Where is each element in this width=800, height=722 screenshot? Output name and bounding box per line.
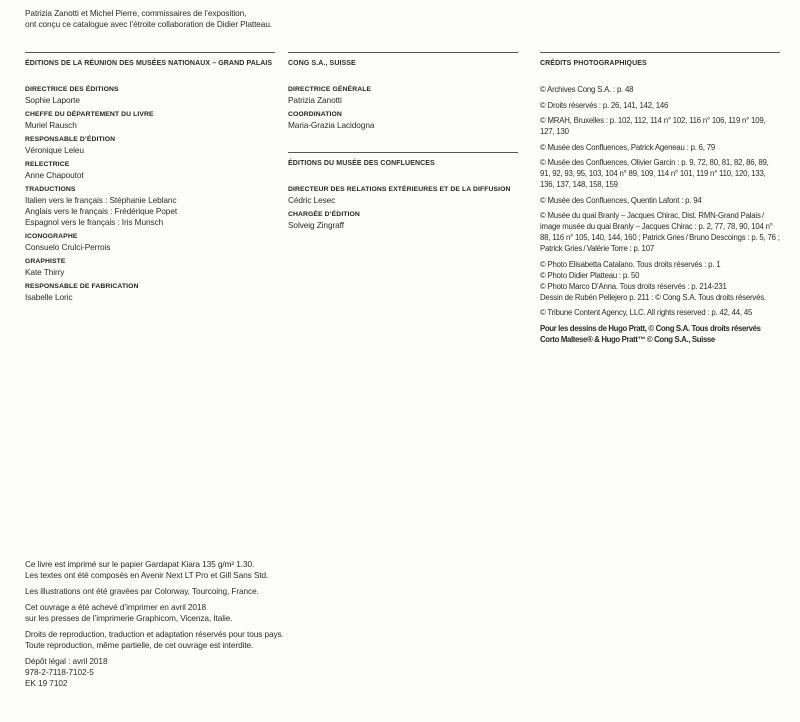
credit-line: © Photo Elisabetta Catalano. Tous droits réservés : p. 1 xyxy=(540,259,721,269)
staff-entry xyxy=(288,209,518,231)
credit-entry: © Musée des Confluences, Quentin Lafont : p. 94 xyxy=(540,195,702,205)
staff-name: Italien vers le français : Stéphanie Leblanc xyxy=(25,195,177,205)
exhibition-intro xyxy=(25,8,272,30)
credit-entry: © Musée du quai Branly – Jacques Chirac, Dist. RMN-Grand Palais / image musée du quai Branly – Jacques Chirac : p. 2, 77, 78, 90, 104 n° 88, 116 n° 105, 140, 144, 160 ; Patrick Gries / Bruno Descoings : p. 5, 76 ; Patrick Gries / Valérie Torre : p. 107 xyxy=(540,211,780,253)
colophon-paragraph-depot-legal xyxy=(25,656,284,689)
section-photo-credits xyxy=(540,52,780,349)
credit-entry: © Musée des Confluences, Patrick Ageneau : p. 6, 79 xyxy=(540,142,715,152)
colophon-line: Droits de reproduction, traduction et adaptation réservés pour tous pays. xyxy=(25,629,284,639)
section-header: ÉDITIONS DU MUSÉE DES CONFLUENCES xyxy=(288,152,518,169)
colophon-line: Toute reproduction, même partielle, de cet ouvrage est interdite. xyxy=(25,640,254,650)
credit-line: © Photo Marco D’Anna. Tous droits réservés : p. 214-231 xyxy=(540,281,727,291)
staff-entry xyxy=(25,184,275,228)
colophon-line: Les textes ont été composés en Avenir Next LT Pro et Gill Sans Std. xyxy=(25,570,269,580)
intro-line: ont conçu ce catalogue avec l’étroite collaboration de Didier Platteau. xyxy=(25,19,273,29)
staff-entry xyxy=(25,159,275,181)
staff-role: CHARGÉE D’ÉDITION xyxy=(288,211,360,218)
colophon-line: sur les presses de l’imprimerie Graphicom, Vicenza, Italie. xyxy=(25,613,233,623)
staff-name: Muriel Rausch xyxy=(25,120,77,130)
staff-role: COORDINATION xyxy=(288,111,342,118)
colophon-paragraph xyxy=(25,629,284,651)
colophon-paragraph xyxy=(25,559,284,581)
section-header: ÉDITIONS DE LA RÉUNION DES MUSÉES NATIONAUX – GRAND PALAIS xyxy=(25,52,275,69)
credit-line: Corto Maltese® & Hugo Pratt™ © Cong S.A., Suisse xyxy=(540,334,715,344)
staff-entry xyxy=(25,256,275,278)
credit-entry: © Droits réservés : p. 26, 141, 142, 146 xyxy=(540,100,669,110)
section-header: CONG S.A., SUISSE xyxy=(288,52,518,69)
staff-role: DIRECTRICE DES ÉDITIONS xyxy=(25,86,119,93)
intro-line: Patrizia Zanotti et Michel Pierre, commissaires de l’exposition, xyxy=(25,8,247,18)
staff-entry xyxy=(288,84,518,106)
staff-role: ICONOGRAPHE xyxy=(25,233,78,240)
staff-role: CHEFFE DU DÉPARTEMENT DU LIVRE xyxy=(25,111,154,118)
staff-name: Isabelle Loric xyxy=(25,292,73,302)
colophon-line: Dépôt légal : avril 2018 xyxy=(25,656,108,666)
colophon-line: Cet ouvrage a été achevé d’imprimer en avril 2018 xyxy=(25,602,206,612)
credit-entry: © Tribune Content Agency, LLC. All rights reserved : p. 42, 44, 45 xyxy=(540,308,753,317)
staff-entry xyxy=(288,109,518,131)
staff-role: DIRECTRICE GÉNÉRALE xyxy=(288,86,372,93)
staff-role: DIRECTEUR DES RELATIONS EXTÉRIEURES ET DE LA DIFFUSION xyxy=(288,186,511,193)
credit-entry: © Musée des Confluences, Olivier Garcin : p. 9, 72, 80, 81, 82, 86, 89, 91, 92, 93, 95, 103, 104 n° 89, 109, 114 n° 101, 119 n° 110, 120, 133, 136, 137, 148, 158, 159 xyxy=(540,158,769,189)
staff-name: Solveig Zingraff xyxy=(288,220,344,230)
staff-name: Anne Chapoutot xyxy=(25,170,84,180)
printing-colophon xyxy=(25,559,284,694)
staff-name: Maria-Grazia Lacidogna xyxy=(288,120,375,130)
staff-entry xyxy=(25,134,275,156)
colophon-line: Les illustrations ont été gravées par Colorway, Tourcoing, France. xyxy=(25,586,259,596)
staff-role: RELECTRICE xyxy=(25,161,70,168)
staff-entry xyxy=(25,84,275,106)
section-cong xyxy=(288,52,518,134)
staff-name: Sophie Laporte xyxy=(25,95,80,105)
credit-entry-hugo-pratt xyxy=(540,323,780,345)
credit-entry: © MRAH, Bruxelles : p. 102, 112, 114 n° 102, 116 n° 106, 119 n° 109, 127, 130 xyxy=(540,116,766,136)
credit-line: Dessin de Rubén Pellejero p. 211 : © Cong S.A. Tous droits réservés. xyxy=(540,292,766,302)
credit-entry xyxy=(540,259,780,303)
staff-name: Cédric Lesec xyxy=(288,195,336,205)
staff-name: Kate Thirry xyxy=(25,267,65,277)
staff-role: RESPONSABLE D’ÉDITION xyxy=(25,136,116,143)
credit-line: © Photo Didier Platteau : p. 50 xyxy=(540,270,640,280)
staff-name: Véronique Leleu xyxy=(25,145,84,155)
staff-role: RESPONSABLE DE FABRICATION xyxy=(25,283,139,290)
section-rmn-grand-palais xyxy=(25,52,275,306)
colophon-paragraph xyxy=(25,602,284,624)
staff-name: Espagnol vers le français : Iris Munsch xyxy=(25,217,164,227)
staff-name: Anglais vers le français : Frédérique Popet xyxy=(25,206,178,216)
credit-line: Pour les dessins de Hugo Pratt, © Cong S.A. Tous droits réservés xyxy=(540,323,761,333)
staff-role: TRADUCTIONS xyxy=(25,186,76,193)
staff-entry xyxy=(25,109,275,131)
staff-entry xyxy=(288,184,518,206)
section-musee-confluences xyxy=(288,152,518,234)
colophon-paragraph xyxy=(25,586,284,597)
section-header: CRÉDITS PHOTOGRAPHIQUES xyxy=(540,52,780,69)
isbn: 978-2-7118-7102-5 xyxy=(25,667,94,677)
reference-code: EK 19 7102 xyxy=(25,678,68,688)
credit-entry: © Archives Cong S.A. : p. 48 xyxy=(540,85,634,94)
staff-name: Patrizia Zanotti xyxy=(288,95,342,105)
staff-role: GRAPHISTE xyxy=(25,258,66,265)
staff-entry xyxy=(25,231,275,253)
staff-entry xyxy=(25,281,275,303)
colophon-line: Ce livre est imprimé sur le papier Gardapat Kiara 135 g/m² 1.30. xyxy=(25,559,255,569)
staff-name: Consuelo Crulci-Perrois xyxy=(25,242,111,252)
